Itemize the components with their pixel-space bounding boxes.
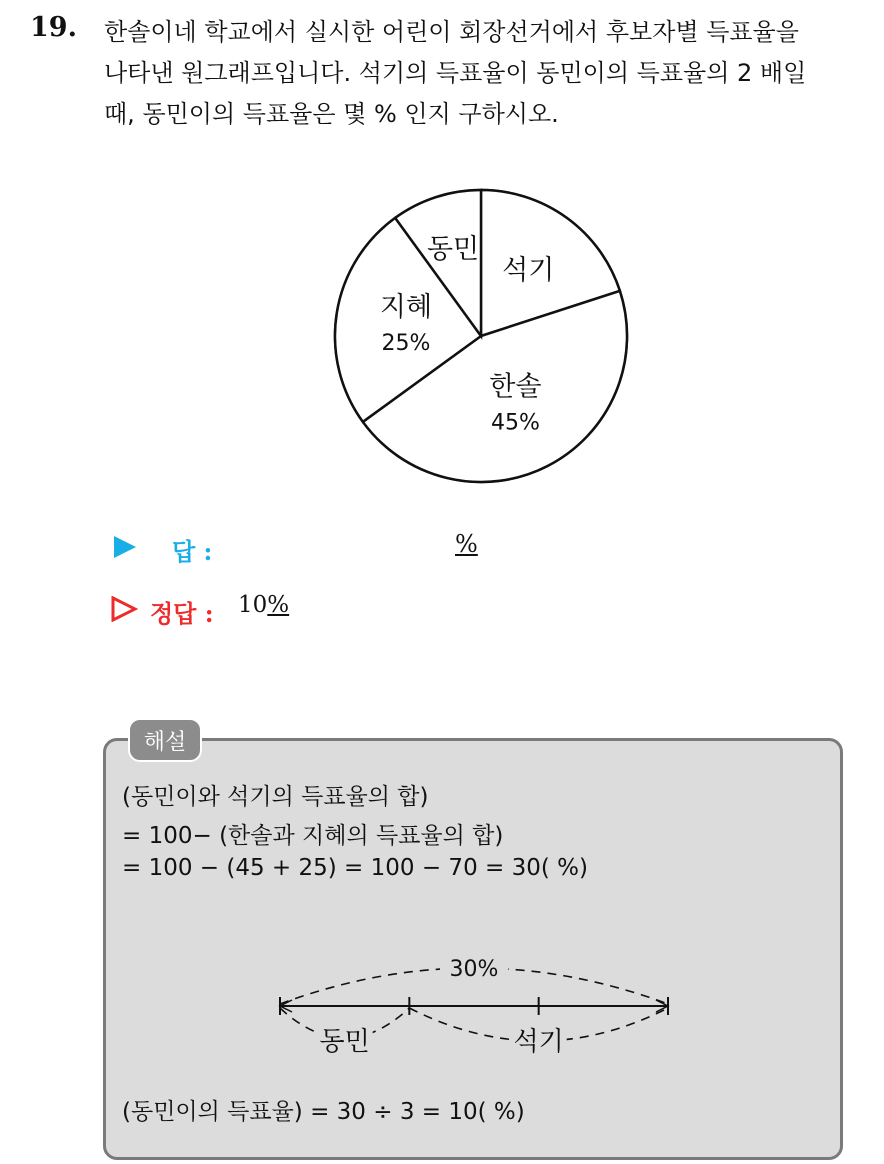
- total-label: 30%: [449, 957, 499, 982]
- correct-answer-value: [238, 592, 289, 618]
- explanation-tab: 해설: [128, 718, 202, 762]
- correct-answer-unit: %: [267, 592, 290, 618]
- part-label: 동민: [319, 1027, 370, 1057]
- question-number: 19.: [30, 12, 77, 43]
- ratio-segment-diagram: [270, 950, 680, 1065]
- answer-label: 답 :: [172, 537, 213, 566]
- answer-play-icon: [112, 535, 138, 559]
- pie-slice-label: 한솔: [489, 371, 542, 403]
- correct-answer-number: 10: [238, 592, 268, 618]
- pie-chart: [320, 176, 640, 496]
- correct-answer-label: 정답 :: [150, 599, 214, 628]
- pie-slice-percent: 45%: [491, 410, 540, 436]
- pie-slice-percent: 25%: [381, 331, 431, 357]
- pie-slice-label: 석기: [502, 255, 555, 287]
- part-label: 석기: [513, 1027, 564, 1057]
- explanation-line: (동민이와 석기의 득표율의 합): [122, 784, 429, 810]
- correct-answer-icon: [110, 596, 138, 622]
- explanation-line: = 100− (한솔과 지혜의 득표율의 합): [122, 823, 504, 849]
- answer-blank-unit: %: [455, 530, 478, 558]
- question-text: [104, 12, 864, 135]
- explanation-line: = 100 − (45 + 25) = 100 − 70 = 30( %): [122, 855, 588, 881]
- pie-slice-label: 지혜: [379, 292, 433, 324]
- question-line: 한솔이네 학교에서 실시한 어린이 회장선거에서 후보자별 득표율을: [104, 18, 799, 46]
- pie-slice-label: 동민: [426, 233, 480, 265]
- explanation-final-line: (동민이의 득표율) = 30 ÷ 3 = 10( %): [122, 1099, 525, 1125]
- question-line: 나타낸 원그래프입니다. 석기의 득표율이 동민이의 득표율의 2 배일: [104, 59, 807, 87]
- question-line: 때, 동민이의 득표율은 몇 % 인지 구하시오.: [104, 100, 559, 128]
